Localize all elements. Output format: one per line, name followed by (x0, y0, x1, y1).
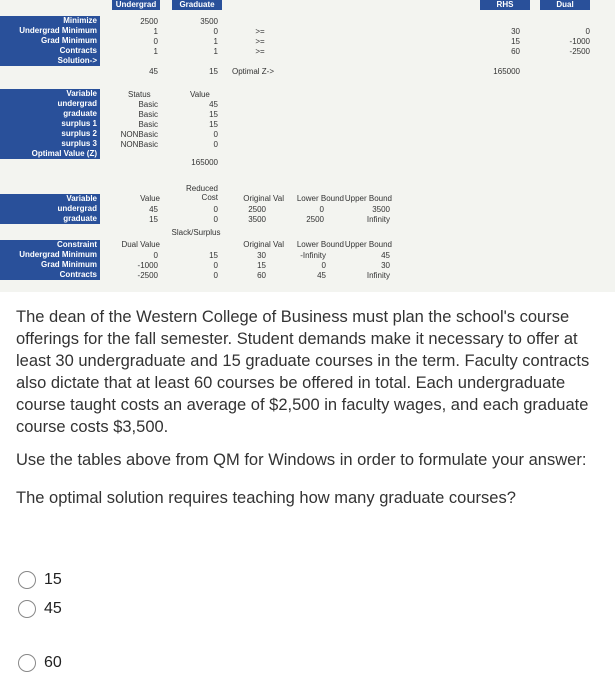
ranging-variables-table (0, 180, 615, 230)
row-label: undergrad (0, 99, 100, 109)
cell: 0 (213, 130, 218, 139)
column-header: Slack/Surplus (171, 228, 221, 237)
cell: 0 (213, 205, 218, 214)
cell: 30 (511, 27, 520, 36)
cell: 45 (149, 205, 158, 214)
cell: 45 (317, 271, 326, 280)
cell: 1 (153, 47, 158, 56)
cell: 15 (209, 120, 218, 129)
column-header: Variable (0, 194, 100, 204)
cell: 165000 (191, 158, 218, 167)
cell: 2500 (140, 17, 158, 26)
header-rhs: RHS (480, 0, 530, 10)
column-header: Dual Value (121, 240, 160, 249)
cell: 45 (209, 100, 218, 109)
cell: 2500 (248, 205, 266, 214)
ranging-constraints-table (0, 228, 615, 290)
row-label: Contracts (0, 270, 100, 280)
row-label: Solution-> (0, 56, 100, 66)
cell: 30 (381, 261, 390, 270)
header-graduate: Graduate (172, 0, 222, 10)
cell: -1000 (569, 37, 590, 46)
cell: 0 (213, 215, 218, 224)
cell: 0 (319, 205, 324, 214)
cell: 0 (585, 27, 590, 36)
cell: 15 (209, 110, 218, 119)
cell: Basic (138, 100, 158, 109)
cell: Basic (138, 120, 158, 129)
cell: 0 (153, 37, 158, 46)
cell: 1 (153, 27, 158, 36)
cell: -1000 (137, 261, 158, 270)
column-header: Lower Bound (296, 240, 344, 249)
qm-output-photo (0, 0, 615, 292)
cell: 0 (213, 140, 218, 149)
cell: 0 (213, 27, 218, 36)
cell: -2500 (569, 47, 590, 56)
answer-option-label: 60 (44, 654, 62, 671)
answer-option[interactable] (18, 654, 62, 672)
question-prompt: The optimal solution requires teaching how many graduate courses? (16, 489, 516, 507)
cell: 45 (381, 251, 390, 260)
cell: Basic (138, 110, 158, 119)
answer-option-label: 45 (44, 600, 62, 617)
cell: 15 (257, 261, 266, 270)
instructions: Use the tables above from QM for Windows in order to formulate your answer: (16, 451, 587, 469)
column-header: Status (128, 90, 151, 99)
row-label: Optimal Value (Z) (0, 149, 100, 159)
solution-status-table (0, 86, 615, 168)
cell: 0 (321, 261, 326, 270)
cell: 3500 (248, 215, 266, 224)
cell: Infinity (366, 271, 390, 280)
column-header: Lower Bound (296, 194, 344, 203)
cell: 30 (257, 251, 266, 260)
header-undergrad: Undergrad (112, 0, 160, 10)
cell: 15 (209, 251, 218, 260)
cell: NONBasic (120, 130, 158, 139)
lp-model-table (0, 0, 615, 80)
cell: NONBasic (120, 140, 158, 149)
cell: 1 (213, 47, 218, 56)
row-label: graduate (0, 109, 100, 119)
row-label: graduate (0, 214, 100, 224)
cell: 3500 (200, 17, 218, 26)
cell: 0 (153, 251, 158, 260)
column-header: Value (190, 90, 210, 99)
row-label: Contracts (0, 46, 100, 56)
cell: 15 (209, 67, 218, 76)
cell: 2500 (306, 215, 324, 224)
sign: >= (255, 37, 265, 46)
row-label: Grad Minimum (0, 36, 100, 46)
answer-option[interactable] (18, 571, 62, 589)
header-dual: Dual (540, 0, 590, 10)
answer-option[interactable] (18, 600, 62, 618)
cell: -2500 (137, 271, 158, 280)
optimal-z-label: Optimal Z-> (232, 67, 275, 76)
cell: Infinity (366, 215, 390, 224)
cell: 15 (511, 37, 520, 46)
cell: 60 (257, 271, 266, 280)
sign: >= (255, 27, 265, 36)
row-label: Grad Minimum (0, 260, 100, 270)
cell: 165000 (493, 67, 520, 76)
column-header: Original Val (243, 194, 284, 203)
column-header: Constraint (0, 240, 100, 250)
problem-statement: The dean of the Western College of Business must plan the school's course offerings for the fall semester. Student demands make it necessary to offer at least 30 undergraduate and 15 graduate courses in the term. Faculty contracts also dictate that at least 60 courses be offered in total. Each undergraduate course taught costs an average of $2,500 in faculty wages, and each graduate course costs $3,500. (16, 308, 590, 436)
radio-button[interactable] (18, 654, 36, 672)
row-label: undergrad (0, 204, 100, 214)
row-label: surplus 1 (0, 119, 100, 129)
answer-option-label: 15 (44, 571, 62, 588)
column-header: Upper Bound (344, 240, 392, 249)
column-header: Variable (0, 89, 100, 99)
radio-button[interactable] (18, 571, 36, 589)
cell: 3500 (372, 205, 390, 214)
cell: 0 (213, 261, 218, 270)
sign: >= (255, 47, 265, 56)
row-label: surplus 3 (0, 139, 100, 149)
column-header: Reduced Cost (185, 184, 218, 202)
column-header: Value (140, 194, 160, 203)
cell: 45 (149, 67, 158, 76)
cell: 1 (213, 37, 218, 46)
column-header: Original Val (243, 240, 284, 249)
cell: 15 (149, 215, 158, 224)
row-label: Minimize (0, 16, 100, 26)
cell: -Infinity (300, 251, 326, 260)
cell: 0 (213, 271, 218, 280)
row-label: Undergrad Minimum (0, 250, 100, 260)
radio-button[interactable] (18, 600, 36, 618)
row-label: surplus 2 (0, 129, 100, 139)
cell: 60 (511, 47, 520, 56)
row-label: Undergrad Minimum (0, 26, 100, 36)
column-header: Upper Bound (344, 194, 392, 203)
